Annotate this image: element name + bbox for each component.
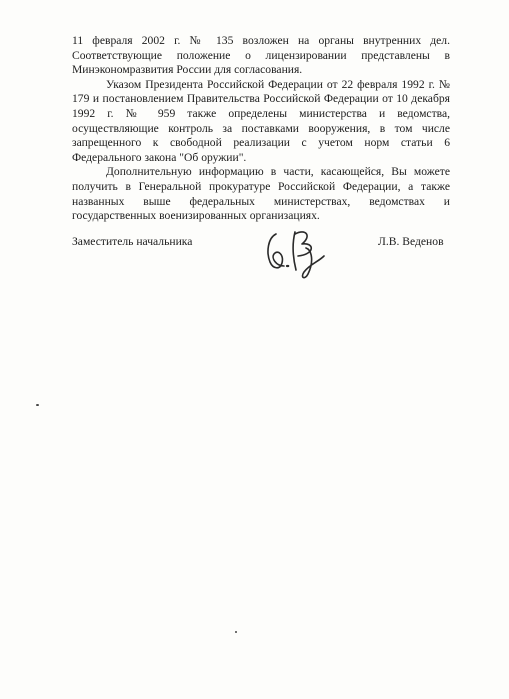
letter-body (72, 34, 450, 224)
paragraph-1: 11 февраля 2002 г. № 135 возложен на органы внутренних дел. Соответствующие положение о лицензировании представлены в Минэкономразвития России для согласования. (72, 34, 450, 77)
signer-title: Заместитель начальника (72, 235, 193, 248)
signer-name: Л.В. Веденов (378, 235, 444, 248)
handwritten-signature (262, 222, 340, 284)
paragraph-2: Указом Президента Российской Федерации от 22 февраля 1992 г. № 179 и постановлением Правительства Российской Федерации от 10 декабря 1992 г. № 959 также определены министерства и ведомства, осуществляющие контроль за поставками вооружения, в том числе запрещенного к свободной реализации с учетом норм статьи 6 Федерального закона "Об оружии". (72, 77, 450, 164)
paragraph-3: Дополнительную информацию в части, касающейся, Вы можете получить в Генеральной прокуратуре Российской Федерации, а также названных выше федеральных министерствах, ведомствах и государственных военизированных организациях. (72, 165, 450, 223)
scan-speck (36, 404, 39, 406)
scan-speck (235, 631, 237, 633)
